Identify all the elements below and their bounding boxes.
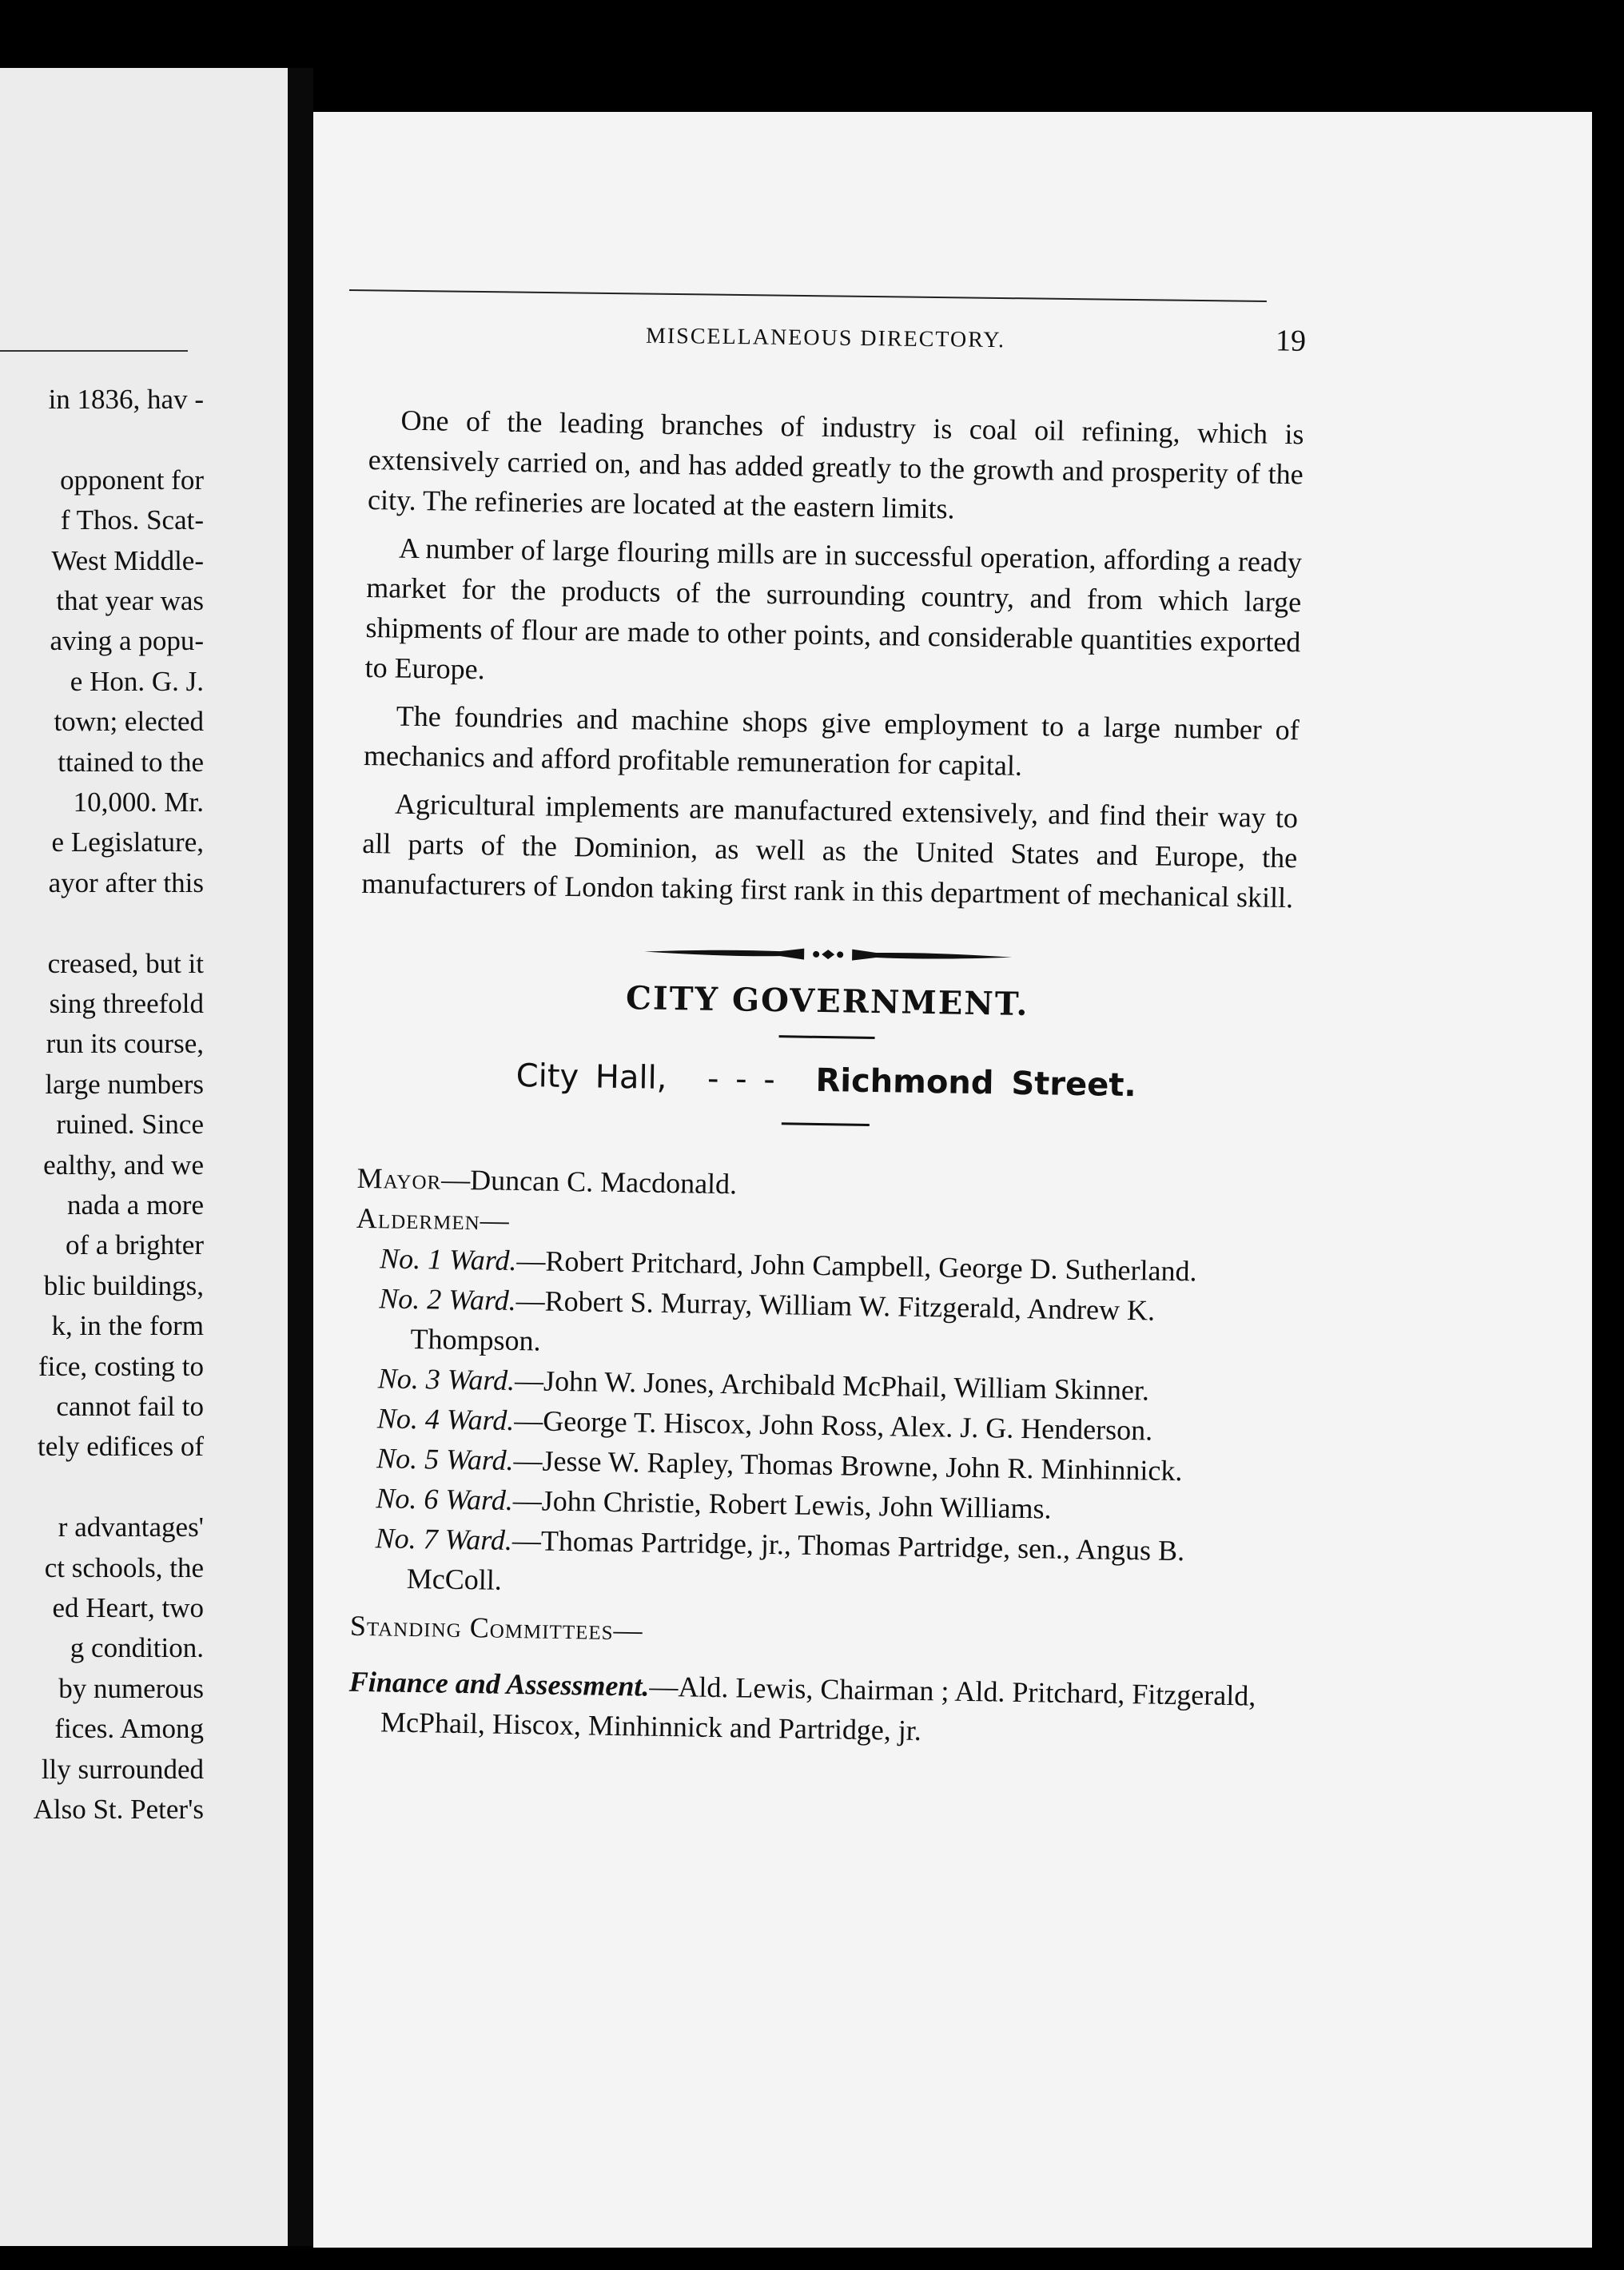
left-page-line: fice, costing to: [38, 1350, 204, 1382]
left-page-line: tely edifices of: [38, 1431, 204, 1463]
left-page-line: ct schools, the: [44, 1551, 204, 1583]
left-page-line: r advantages': [58, 1511, 204, 1543]
paragraph-coal-oil: One of the leading branches of industry is coal oil refining, which is extensively carried on, and has added greatly to the growth and prosperity of the city. The refineries are located at the eastern limits.: [367, 404, 1304, 525]
left-page-rule: [0, 350, 188, 352]
address-dashes: - - -: [707, 1060, 776, 1099]
address-street: Richmond Street.: [815, 1061, 1136, 1105]
left-page-line: e Hon. G. J.: [70, 665, 204, 697]
left-page-line: nada a more: [66, 1189, 204, 1221]
committee-members: —Ald. Lewis, Chairman ; Ald. Pritchard, Fitzgerald, McPhail, Hiscox, Minhinnick and Partridge, jr.: [380, 1670, 1256, 1747]
section-title: CITY GOVERNMENT.: [625, 979, 1029, 1024]
book-gutter: [288, 68, 313, 2246]
ward-members: —John W. Jones, Archibald McPhail, William Skinner.: [514, 1364, 1150, 1407]
page-number: 19: [1275, 324, 1307, 358]
paragraph-flouring-mills: A number of large flouring mills are in successful operation, affording a ready market for the products of the surrounding country, and from which large shipments of flour are made to other points, and considerable quantities exported to Europe.: [364, 532, 1303, 686]
left-page-line: ed Heart, two: [52, 1592, 204, 1623]
council-roster: [348, 1158, 1292, 1756]
left-page-line: Also St. Peter's: [33, 1794, 204, 1825]
address-rule: [782, 1122, 870, 1126]
left-page-line: e Legislature,: [51, 826, 204, 858]
ward-label: No. 5 Ward.: [376, 1442, 514, 1476]
left-page-line: fices. Among: [54, 1713, 204, 1745]
ward-members: —Thomas Partridge, jr., Thomas Partridge, sen., Angus B. McColl.: [406, 1523, 1185, 1596]
left-page-line: aving a popu-: [50, 625, 204, 657]
ward-label: No. 2 Ward.: [379, 1282, 517, 1317]
left-page-line: blic buildings,: [43, 1269, 204, 1301]
left-page-line: ruined. Since: [56, 1109, 204, 1141]
paragraph-foundries: The foundries and machine shops give employment to a large number of mechanics and afford profitable remuneration for capital.: [363, 699, 1300, 782]
ward-members: —Robert Pritchard, John Campbell, George D. Sutherland.: [516, 1245, 1197, 1288]
page-content: [348, 400, 1304, 1756]
standing-committees-label: Standing Committees—: [349, 1609, 643, 1647]
left-page-line: creased, but it: [47, 947, 204, 979]
left-page-line: 10,000. Mr.: [73, 787, 204, 818]
left-page-line: West Middle-: [51, 544, 204, 576]
ward-label: No. 7 Ward.: [375, 1522, 513, 1556]
left-page-line: ayor after this: [48, 866, 204, 898]
header-rule: [349, 289, 1267, 302]
ornament-divider: [644, 939, 1012, 969]
previous-page-fragment: [0, 68, 288, 2246]
left-page-line: opponent for: [60, 464, 204, 496]
ward-label: No. 4 Ward.: [376, 1402, 515, 1437]
left-page-line: in 1836, hav -: [48, 384, 204, 415]
left-page-line: ttained to the: [58, 746, 204, 778]
mayor-label: Mayor: [356, 1161, 442, 1196]
ward-entry: [350, 1518, 1286, 1612]
left-page-line: of a brighter: [66, 1229, 204, 1261]
ward-label: No. 3 Ward.: [377, 1362, 515, 1397]
ward-members: —John Christie, Robert Lewis, John Williams.: [512, 1483, 1052, 1525]
mayor-name: —Duncan C. Macdonald.: [440, 1163, 738, 1201]
committee-name: Finance and Assessment.: [348, 1665, 650, 1702]
ward-entry: [354, 1278, 1290, 1372]
ward-label: No. 6 Ward.: [376, 1482, 514, 1516]
left-page-line: ealthy, and we: [43, 1149, 204, 1181]
city-hall-address: [358, 1055, 1294, 1106]
committee-entry: [348, 1662, 1284, 1756]
ward-members: —Jesse W. Rapley, Thomas Browne, John R. Minhinnick.: [513, 1444, 1183, 1487]
running-title: MISCELLANEOUS DIRECTORY.: [645, 323, 1006, 353]
left-page-line: that year was: [56, 585, 204, 616]
ward-label: No. 1 Ward.: [379, 1242, 517, 1277]
left-page-line: sing threefold: [49, 988, 204, 1019]
address-left: City Hall,: [515, 1057, 667, 1097]
aldermen-label: Aldermen—: [356, 1201, 511, 1237]
title-rule: [779, 1035, 875, 1039]
left-page-line: lly surrounded: [41, 1753, 204, 1785]
ward-members: —Robert S. Murray, William W. Fitzgerald, Andrew K. Thompson.: [410, 1284, 1156, 1357]
ward-members: —George T. Hiscox, John Ross, Alex. J. G. Henderson.: [514, 1404, 1153, 1447]
left-page-line: f Thos. Scat-: [60, 504, 204, 536]
left-page-line: town; elected: [54, 706, 204, 738]
left-page-line: cannot fail to: [56, 1391, 204, 1422]
paragraph-agricultural: Agricultural implements are manufactured extensively, and find their way to all parts of the Dominion, as well as the United States and Europe, the manufacturers of London taking first rank in this department of mechanical skill.: [361, 787, 1299, 914]
left-page-line: run its course,: [46, 1028, 204, 1060]
left-page-line: by numerous: [58, 1672, 204, 1704]
left-page-line: large numbers: [45, 1068, 204, 1100]
left-page-line: g condition.: [70, 1632, 204, 1664]
left-page-line: k, in the form: [51, 1310, 204, 1342]
